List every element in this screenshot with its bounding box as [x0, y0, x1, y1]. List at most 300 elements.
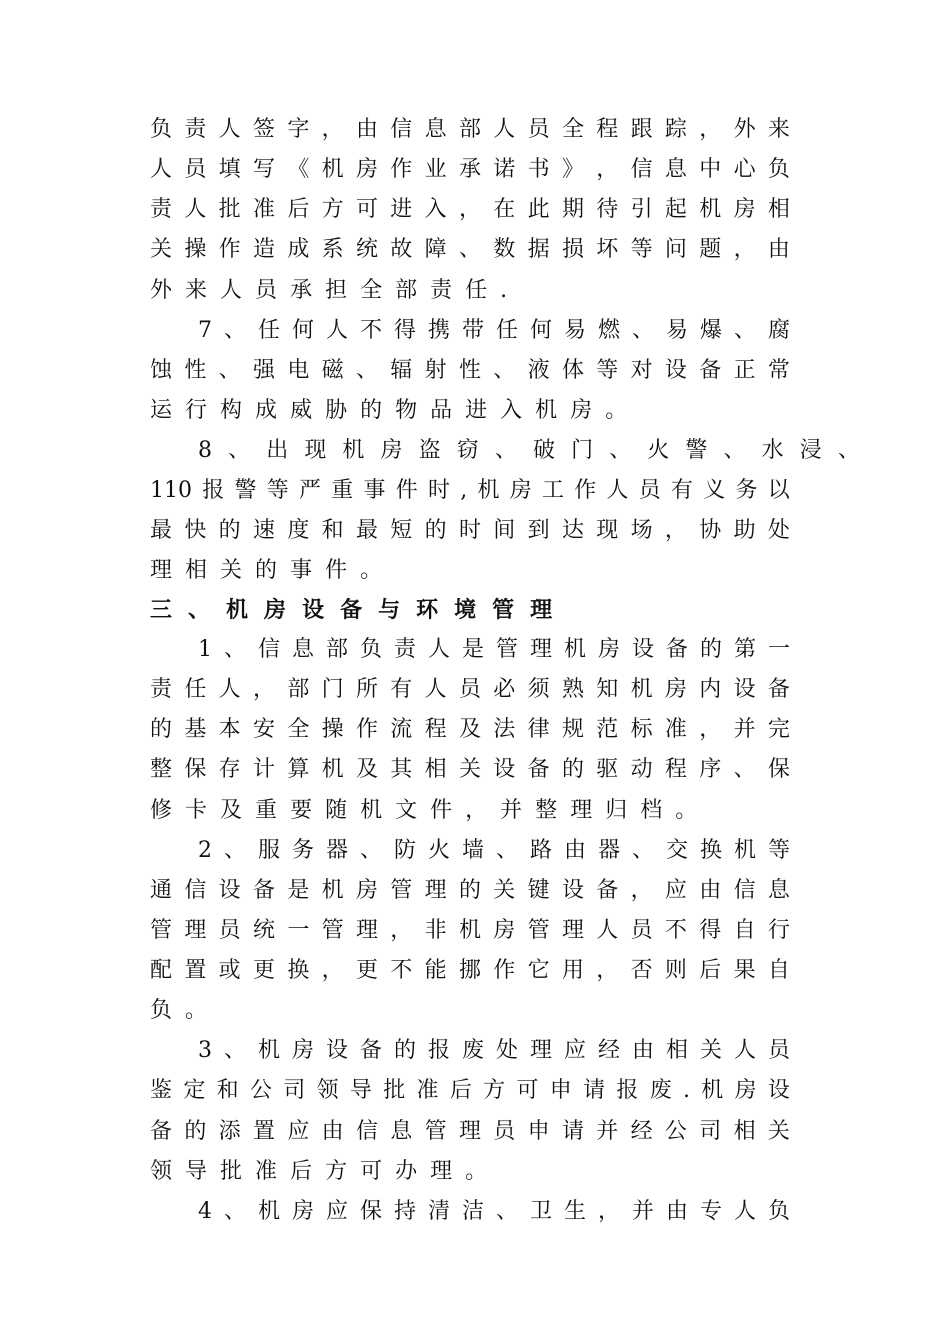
glyph: 性: [184, 358, 207, 383]
glyph: 人: [427, 637, 450, 662]
glyph: 算: [287, 757, 310, 782]
glyph: 否: [630, 958, 653, 983]
glyph: 由: [665, 1199, 688, 1224]
glyph: 申: [527, 1119, 550, 1144]
glyph: 诺: [493, 157, 516, 182]
glyph: 达: [561, 518, 584, 543]
glyph: 作: [493, 958, 516, 983]
glyph: ，: [699, 717, 722, 742]
glyph: 事: [290, 558, 313, 583]
glyph: 相: [767, 197, 790, 222]
glyph: 换: [699, 838, 722, 863]
glyph: 并: [631, 1199, 654, 1224]
glyph: 重: [255, 798, 278, 823]
glyph: 修: [150, 798, 173, 823]
glyph: ，: [321, 117, 344, 142]
glyph: 律: [527, 717, 550, 742]
glyph: 相: [665, 1038, 688, 1063]
glyph: 负: [359, 637, 382, 662]
glyph: 及: [220, 798, 243, 823]
glyph: ,: [460, 478, 468, 503]
glyph: 、: [223, 637, 246, 662]
glyph: 电: [287, 358, 310, 383]
glyph: 有: [390, 677, 413, 702]
glyph: 、: [223, 838, 246, 863]
glyph: 服: [257, 838, 280, 863]
glyph: 员: [527, 117, 550, 142]
glyph: 品: [430, 398, 453, 423]
glyph: 司: [699, 1119, 722, 1144]
glyph: 安: [252, 717, 275, 742]
glyph: 应: [287, 1119, 310, 1144]
glyph: 设: [325, 1038, 348, 1063]
text-line: [198, 315, 790, 347]
glyph: 坏: [596, 237, 619, 262]
glyph: 批: [383, 1078, 406, 1103]
glyph: 在: [493, 197, 516, 222]
glyph: 构: [220, 398, 243, 423]
glyph: 等: [630, 237, 653, 262]
glyph: 设: [767, 1078, 790, 1103]
glyph: 工: [541, 478, 564, 503]
glyph: 全: [287, 717, 310, 742]
glyph: 则: [664, 958, 687, 983]
text-line: [150, 275, 790, 307]
glyph: 熟: [561, 677, 584, 702]
glyph: 磁: [321, 358, 344, 383]
glyph: 报: [616, 1078, 639, 1103]
glyph: 、: [837, 438, 860, 463]
glyph: 机: [535, 398, 558, 423]
glyph: 档: [640, 798, 663, 823]
glyph: 内: [699, 677, 722, 702]
text-line: [150, 234, 790, 266]
glyph: 换: [287, 958, 310, 983]
glyph: 管: [321, 918, 344, 943]
glyph: 的: [184, 1119, 207, 1144]
glyph: 现: [304, 438, 327, 463]
glyph: 是: [287, 878, 310, 903]
glyph: 理: [355, 918, 378, 943]
glyph: 备: [699, 358, 722, 383]
glyph: 机: [321, 878, 344, 903]
glyph: 备: [665, 637, 688, 662]
glyph: 准: [416, 1078, 439, 1103]
glyph: 胁: [325, 398, 348, 423]
glyph: 流: [390, 717, 413, 742]
glyph: 行: [767, 918, 790, 943]
glyph: 、: [188, 597, 211, 623]
glyph: 燃: [597, 318, 620, 343]
glyph: 门: [571, 438, 594, 463]
glyph: 应: [563, 1038, 586, 1063]
glyph: 性: [458, 358, 481, 383]
glyph: 以: [767, 478, 790, 503]
glyph: 件: [395, 478, 418, 503]
glyph: 、: [218, 358, 241, 383]
glyph: ，: [596, 958, 619, 983]
glyph: 严: [298, 478, 321, 503]
glyph: 事: [363, 478, 386, 503]
glyph: 由: [355, 117, 378, 142]
glyph: 何: [291, 318, 314, 343]
glyph: 可: [516, 1078, 539, 1103]
glyph: 器: [325, 838, 348, 863]
glyph: 保: [359, 1199, 382, 1224]
glyph: 息: [664, 157, 687, 182]
glyph: 管: [527, 918, 550, 943]
glyph: 易: [563, 318, 586, 343]
glyph: 助: [733, 518, 756, 543]
glyph: 驱: [596, 757, 619, 782]
glyph: 人: [733, 1038, 756, 1063]
glyph: 管: [424, 1119, 447, 1144]
glyph: 房: [291, 1199, 314, 1224]
glyph: 清: [427, 1199, 450, 1224]
glyph: 房: [734, 1078, 757, 1103]
glyph: 速: [252, 518, 275, 543]
glyph: 其: [390, 757, 413, 782]
glyph: 最: [355, 518, 378, 543]
glyph: 员: [630, 918, 653, 943]
glyph: 承: [458, 157, 481, 182]
glyph: 爆: [699, 318, 722, 343]
glyph: 跟: [630, 117, 653, 142]
glyph: 员: [767, 1038, 790, 1063]
glyph: 承: [290, 278, 313, 303]
glyph: 方: [483, 1078, 506, 1103]
glyph: 人: [220, 278, 243, 303]
glyph: 准: [664, 717, 687, 742]
glyph: 导: [349, 1078, 372, 1103]
glyph: 公: [249, 1078, 272, 1103]
glyph: 置: [252, 1119, 275, 1144]
glyph: 、: [223, 1038, 246, 1063]
text-line: [150, 875, 790, 907]
glyph: 盗: [418, 438, 441, 463]
glyph: 管: [495, 637, 518, 662]
glyph: 信: [257, 637, 280, 662]
glyph: 领: [316, 1078, 339, 1103]
glyph: 用: [561, 958, 584, 983]
text-line: [150, 515, 790, 547]
glyph: 重: [331, 478, 354, 503]
glyph: 得: [699, 918, 722, 943]
glyph: 携: [427, 318, 450, 343]
glyph: 、: [733, 318, 756, 343]
glyph: 批: [218, 197, 241, 222]
glyph: 何: [529, 318, 552, 343]
glyph: 程: [424, 717, 447, 742]
glyph: 关: [150, 237, 173, 262]
glyph: 任: [495, 318, 518, 343]
glyph: 备: [150, 1119, 173, 1144]
glyph: 存: [218, 757, 241, 782]
glyph: 2: [198, 838, 212, 863]
glyph: 进: [465, 398, 488, 423]
glyph: 统: [252, 918, 275, 943]
glyph: ，: [596, 157, 619, 182]
glyph: 法: [493, 717, 516, 742]
glyph: 警: [685, 438, 708, 463]
glyph: 、: [223, 318, 246, 343]
glyph: 义: [703, 478, 726, 503]
glyph: 外: [733, 117, 756, 142]
glyph: 信: [733, 878, 756, 903]
glyph: 洁: [461, 1199, 484, 1224]
glyph: 计: [252, 757, 275, 782]
glyph: 房: [493, 918, 516, 943]
glyph: 责: [150, 677, 173, 702]
glyph: 。: [465, 1159, 488, 1184]
glyph: 基: [184, 717, 207, 742]
glyph: 操: [321, 717, 344, 742]
glyph: 管: [390, 878, 413, 903]
glyph: 负: [150, 998, 173, 1023]
glyph: 设: [631, 637, 654, 662]
glyph: 程: [596, 117, 619, 142]
glyph: 机: [458, 918, 481, 943]
glyph: 准: [255, 1159, 278, 1184]
glyph: 间: [493, 518, 516, 543]
glyph: ，: [664, 518, 687, 543]
glyph: 快: [184, 518, 207, 543]
glyph: 信: [630, 157, 653, 182]
glyph: 腐: [767, 318, 790, 343]
glyph: 责: [393, 637, 416, 662]
glyph: 机: [321, 757, 344, 782]
glyph: 文: [395, 798, 418, 823]
glyph: 必: [493, 677, 516, 702]
glyph: 此: [527, 197, 550, 222]
glyph: 务: [735, 478, 758, 503]
glyph: 担: [325, 278, 348, 303]
glyph: 人: [424, 677, 447, 702]
glyph: 置: [184, 958, 207, 983]
glyph: 房: [380, 438, 403, 463]
glyph: 作: [390, 157, 413, 182]
glyph: 境: [454, 597, 477, 623]
glyph: 由: [631, 1038, 654, 1063]
glyph: 8: [198, 438, 212, 463]
glyph: 完: [767, 717, 790, 742]
glyph: 准: [252, 197, 275, 222]
glyph: 处: [495, 1038, 518, 1063]
glyph: 设: [302, 597, 325, 623]
glyph: 司: [283, 1078, 306, 1103]
glyph: 签: [252, 117, 275, 142]
glyph: 或: [218, 958, 241, 983]
text-line: [198, 435, 860, 467]
glyph: 房: [570, 398, 593, 423]
glyph: 障: [424, 237, 447, 262]
glyph: 、: [495, 1199, 518, 1224]
glyph: 后: [699, 958, 722, 983]
glyph: 、: [494, 438, 517, 463]
glyph: 人: [218, 117, 241, 142]
glyph: 、: [223, 1199, 246, 1224]
glyph: 行: [185, 398, 208, 423]
text-line: [150, 555, 790, 587]
glyph: 自: [767, 958, 790, 983]
glyph: 随: [325, 798, 348, 823]
glyph: 时: [458, 518, 481, 543]
glyph: 房: [291, 1038, 314, 1063]
glyph: 据: [527, 237, 550, 262]
glyph: 、: [631, 318, 654, 343]
glyph: 入: [500, 398, 523, 423]
glyph: 房: [355, 878, 378, 903]
glyph: 机: [257, 1199, 280, 1224]
glyph: 、: [355, 358, 378, 383]
glyph: 人: [184, 197, 207, 222]
glyph: 备: [359, 1038, 382, 1063]
glyph: 整: [150, 757, 173, 782]
glyph: 器: [597, 838, 620, 863]
glyph: 浸: [799, 438, 822, 463]
glyph: 人: [606, 478, 629, 503]
glyph: 1: [198, 637, 212, 662]
glyph: 短: [390, 518, 413, 543]
glyph: 应: [664, 878, 687, 903]
glyph: 》: [561, 157, 584, 182]
glyph: 物: [395, 398, 418, 423]
glyph: 设: [493, 757, 516, 782]
glyph: 要: [290, 798, 313, 823]
glyph: 破: [532, 438, 555, 463]
text-line: [198, 1035, 790, 1067]
glyph: 机: [699, 197, 722, 222]
glyph: 踪: [664, 117, 687, 142]
glyph: 规: [561, 717, 584, 742]
glyph: 人: [325, 318, 348, 343]
glyph: 度: [287, 518, 310, 543]
glyph: 机: [226, 597, 249, 623]
glyph: 方: [321, 197, 344, 222]
glyph: 理: [530, 597, 553, 623]
glyph: 备: [596, 878, 619, 903]
glyph: ，: [252, 677, 275, 702]
glyph: 统: [355, 237, 378, 262]
glyph: 废: [649, 1078, 672, 1103]
text-line: [150, 754, 790, 786]
glyph: 定: [183, 1078, 206, 1103]
glyph: 配: [150, 958, 173, 983]
glyph: 中: [699, 157, 722, 182]
text-line: [150, 795, 790, 827]
glyph: 房: [355, 157, 378, 182]
glyph: 。: [675, 798, 698, 823]
glyph: 理: [529, 637, 552, 662]
glyph: 字: [287, 117, 310, 142]
text-line: [150, 355, 790, 387]
glyph: 保: [184, 757, 207, 782]
glyph: 员: [255, 278, 278, 303]
glyph: 处: [767, 518, 790, 543]
glyph: 心: [733, 157, 756, 182]
glyph: 作: [218, 237, 241, 262]
glyph: 员: [218, 918, 241, 943]
glyph: 操: [184, 237, 207, 262]
glyph: 出: [266, 438, 289, 463]
glyph: 请: [583, 1078, 606, 1103]
glyph: 部: [325, 637, 348, 662]
text-line: [150, 1116, 790, 1148]
glyph: 、: [733, 757, 756, 782]
glyph: 一: [767, 637, 790, 662]
text-line: [150, 955, 790, 987]
glyph: 设: [664, 358, 687, 383]
glyph: 射: [424, 358, 447, 383]
glyph: 键: [527, 878, 550, 903]
glyph: 员: [638, 478, 661, 503]
glyph: 火: [647, 438, 670, 463]
glyph: 一: [287, 918, 310, 943]
glyph: 成: [287, 237, 310, 262]
glyph: 经: [597, 1038, 620, 1063]
glyph: 问: [664, 237, 687, 262]
glyph: ，: [733, 237, 756, 262]
glyph: 等: [767, 838, 790, 863]
glyph: 序: [699, 757, 722, 782]
glyph: 正: [733, 358, 756, 383]
glyph: 火: [427, 838, 450, 863]
glyph: 件: [325, 558, 348, 583]
glyph: 到: [527, 518, 550, 543]
glyph: 全: [360, 278, 383, 303]
glyph: 生: [563, 1199, 586, 1224]
glyph: 。: [360, 558, 383, 583]
glyph: 备: [767, 677, 790, 702]
glyph: 信: [184, 878, 207, 903]
glyph: 蚀: [150, 358, 173, 383]
glyph: 警: [234, 478, 257, 503]
glyph: 任: [184, 677, 207, 702]
glyph: 、: [458, 237, 481, 262]
glyph: 关: [493, 878, 516, 903]
glyph: 人: [150, 157, 173, 182]
glyph: 外: [150, 278, 173, 303]
glyph: 填: [218, 157, 241, 182]
glyph: 由: [563, 838, 586, 863]
glyph: 防: [393, 838, 416, 863]
glyph: 协: [699, 518, 722, 543]
glyph: 水: [761, 438, 784, 463]
glyph: 理: [561, 918, 584, 943]
glyph: 理: [570, 798, 593, 823]
glyph: 对: [630, 358, 653, 383]
glyph: 作: [355, 717, 378, 742]
glyph: ，: [465, 798, 488, 823]
glyph: 方: [325, 1159, 348, 1184]
glyph: 理: [150, 558, 173, 583]
glyph: 责: [150, 197, 173, 222]
glyph: 不: [359, 318, 382, 343]
glyph: 系: [321, 237, 344, 262]
glyph: 员: [493, 1119, 516, 1144]
glyph: 7: [198, 318, 212, 343]
glyph: 的: [699, 637, 722, 662]
glyph: ，: [630, 878, 653, 903]
glyph: ，: [458, 197, 481, 222]
glyph: 机: [342, 438, 365, 463]
glyph: 员: [184, 157, 207, 182]
glyph: 4: [198, 1199, 212, 1224]
glyph: 题: [699, 237, 722, 262]
glyph: 报: [202, 478, 225, 503]
glyph: 。: [605, 398, 628, 423]
glyph: 公: [664, 1119, 687, 1144]
